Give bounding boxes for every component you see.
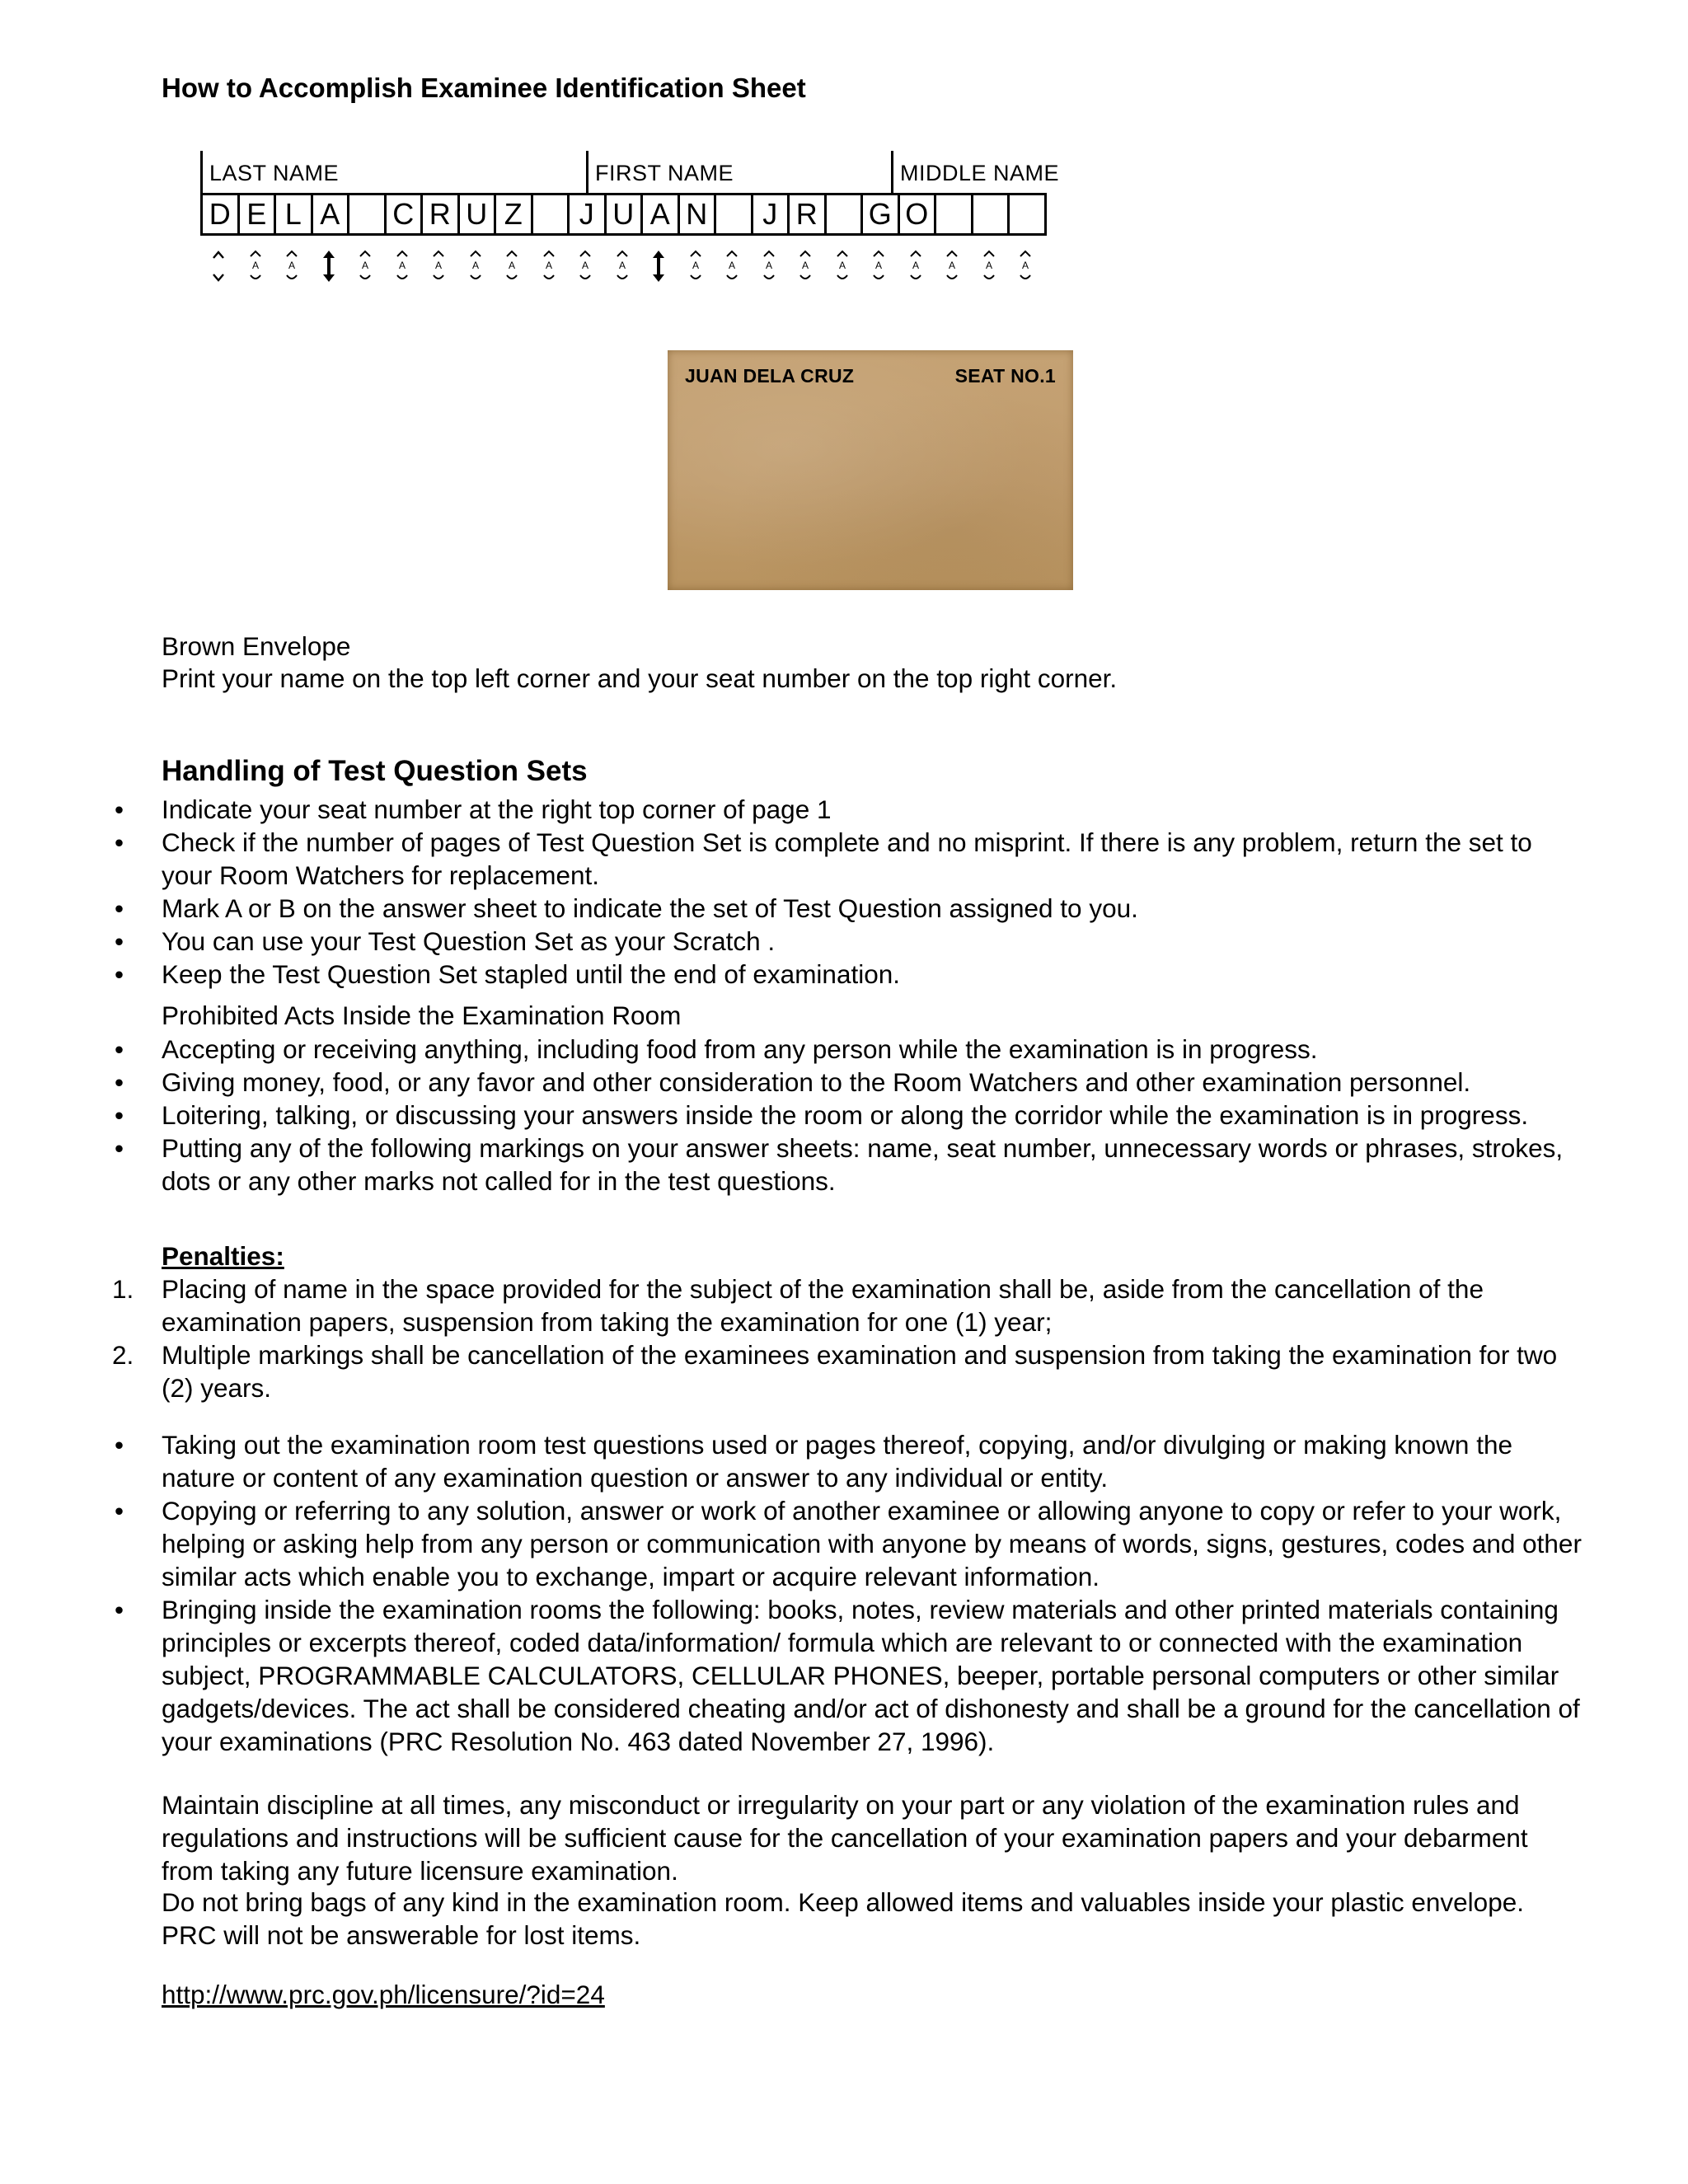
- shading-arrow-icon: [347, 243, 384, 289]
- list-item-text: Taking out the examination room test questions used or pages thereof, copying, and/or divulging or making known the nature or content of any examination question or answer to any individual or entity.: [162, 1430, 1512, 1493]
- letter-box: [1010, 195, 1047, 233]
- list-item-text: You can use your Test Question Set as your Scratch .: [162, 926, 776, 956]
- svg-text:A: A: [802, 260, 809, 271]
- middle-name-label: MIDDLE NAME: [900, 161, 1060, 185]
- bullet-icon: •: [115, 794, 124, 824]
- envelope-name: JUAN DELA CRUZ: [685, 365, 855, 387]
- list-item-text: Check if the number of pages of Test Question Set is complete and no misprint. If there is any problem, return the set to your Room Watchers for replacement.: [162, 827, 1532, 890]
- page-title: How to Accomplish Examinee Identification Sheet: [162, 73, 806, 103]
- section-heading: Handling of Test Question Sets: [162, 755, 588, 787]
- shading-arrow-icon: [237, 243, 274, 289]
- shading-arrow-icon: [787, 243, 824, 289]
- name-grid-illustration: [200, 151, 1084, 291]
- prohibited-list: [0, 1033, 1688, 1197]
- penalties-heading: Penalties:: [162, 1241, 284, 1271]
- svg-text:A: A: [398, 260, 406, 271]
- list-item: [0, 1593, 1688, 1758]
- svg-text:A: A: [765, 260, 772, 271]
- penalty-number: 1.: [112, 1274, 134, 1304]
- brown-envelope-image: [668, 350, 1073, 590]
- penalty-number: 2.: [112, 1340, 134, 1370]
- bullet-icon: •: [115, 1133, 124, 1163]
- penalty-item: [0, 1338, 1688, 1404]
- bullet-icon: •: [115, 1595, 124, 1624]
- svg-text:A: A: [985, 260, 992, 271]
- shading-arrow-icon: [457, 243, 495, 289]
- penalties-list: [0, 1272, 1688, 1404]
- letter-box: A: [643, 195, 680, 233]
- letter-box: J: [753, 195, 790, 233]
- shading-arrow-icon: [420, 243, 457, 289]
- bullet-icon: •: [115, 1430, 124, 1460]
- penalty-text: Multiple markings shall be cancellation of the examinees examination and suspension from taking the examination for two (2) years.: [162, 1340, 1558, 1403]
- shading-arrows-row: [200, 243, 1044, 289]
- letter-box: U: [607, 195, 644, 233]
- shading-arrow-icon: [494, 243, 531, 289]
- letter-box: E: [240, 195, 277, 233]
- prohibited-heading: Prohibited Acts Inside the Examination Room: [162, 1001, 682, 1030]
- list-item: [0, 1033, 1688, 1066]
- shading-arrow-icon: [531, 243, 568, 289]
- letter-box: A: [313, 195, 350, 233]
- bullet-icon: •: [115, 959, 124, 989]
- shading-arrow-icon: [751, 243, 788, 289]
- shading-arrow-icon: [640, 243, 678, 289]
- svg-text:A: A: [949, 260, 956, 271]
- svg-text:A: A: [692, 260, 699, 271]
- handling-list: [0, 793, 1688, 991]
- penalty-text: Placing of name in the space provided for the subject of the examination shall be, aside from the cancellation of the examination papers, suspension from taking the examination for one (1) year;: [162, 1274, 1484, 1337]
- letter-box: U: [460, 195, 497, 233]
- shading-arrow-icon: [971, 243, 1008, 289]
- middle-name-header: [891, 151, 1086, 193]
- list-item-text: Indicate your seat number at the right top corner of page 1: [162, 794, 832, 824]
- list-item-text: Copying or referring to any solution, answer or work of another examinee or allowing anyone to copy or refer to your work, helping or asking help from any person or communication with anyone by means of words, signs, gestures, codes and other similar acts which enable you to exchange, impart or acquire relevant information.: [162, 1496, 1582, 1591]
- closing-discipline: Maintain discipline at all times, any misconduct or irregularity on your part or any violation of the examination rules and regulations and instructions will be sufficient cause for the cancellation of your examination papers and your debarment from taking any future licensure examination.: [162, 1790, 1528, 1886]
- bullet-icon: •: [115, 1100, 124, 1130]
- svg-text:A: A: [288, 260, 296, 271]
- list-item-text: Loitering, talking, or discussing your answers inside the room or along the corridor while the examination is in progress.: [162, 1100, 1529, 1130]
- last-name-header: [200, 151, 586, 193]
- shading-arrow-icon: [200, 243, 237, 289]
- bullet-icon: •: [115, 926, 124, 956]
- letter-box: D: [203, 195, 240, 233]
- last-name-label: LAST NAME: [209, 161, 340, 185]
- closing-bags: Do not bring bags of any kind in the examination room. Keep allowed items and valuables inside your plastic envelope. PRC will not be answerable for lost items.: [162, 1887, 1524, 1950]
- shading-arrow-icon: [678, 243, 715, 289]
- list-item: [0, 1428, 1688, 1494]
- letter-box: R: [790, 195, 827, 233]
- svg-text:A: A: [838, 260, 846, 271]
- penalty-item: [0, 1272, 1688, 1338]
- list-item: [0, 1099, 1688, 1132]
- letter-box: [349, 195, 387, 233]
- shading-arrow-icon: [384, 243, 421, 289]
- list-item: [0, 1066, 1688, 1099]
- shading-arrow-icon: [311, 243, 348, 289]
- letter-box: [936, 195, 973, 233]
- list-item-text: Giving money, food, or any favor and other consideration to the Room Watchers and other examination personnel.: [162, 1067, 1471, 1097]
- prc-licensure-link[interactable]: http://www.prc.gov.ph/licensure/?id=24: [162, 1980, 605, 2009]
- envelope-seat: SEAT NO.1: [954, 365, 1056, 387]
- svg-text:A: A: [545, 260, 552, 271]
- svg-text:A: A: [912, 260, 919, 271]
- shading-arrow-icon: [274, 243, 311, 289]
- shading-arrow-icon: [860, 243, 898, 289]
- shading-arrow-icon: [934, 243, 971, 289]
- letter-box: O: [900, 195, 937, 233]
- svg-text:A: A: [729, 260, 736, 271]
- letter-boxes: [200, 193, 1047, 236]
- letter-box: N: [680, 195, 717, 233]
- letter-box: R: [423, 195, 460, 233]
- list-item: [0, 1494, 1688, 1593]
- bullet-icon: •: [115, 1067, 124, 1097]
- bullet-icon: •: [115, 827, 124, 857]
- svg-text:A: A: [435, 260, 443, 271]
- shading-arrow-icon: [824, 243, 861, 289]
- shading-arrow-icon: [567, 243, 604, 289]
- list-item-text: Mark A or B on the answer sheet to indicate the set of Test Question assigned to you.: [162, 893, 1138, 923]
- shading-arrow-icon: [714, 243, 751, 289]
- shading-arrow-icon: [898, 243, 935, 289]
- envelope-instruction: Print your name on the top left corner and your seat number on the top right corner.: [162, 663, 1118, 693]
- list-item: [0, 892, 1688, 925]
- bullet-icon: •: [115, 1034, 124, 1064]
- letter-box: G: [863, 195, 900, 233]
- list-item-text: Putting any of the following markings on your answer sheets: name, seat number, unnecessary words or phrases, strokes, dots or any other marks not called for in the test questions.: [162, 1133, 1564, 1196]
- list-item-text: Keep the Test Question Set stapled until the end of examination.: [162, 959, 901, 989]
- list-item: [0, 826, 1688, 892]
- list-item-text: Bringing inside the examination rooms the following: books, notes, review materials and other printed materials containing principles or excerpts thereof, coded data/information/ formula which are relevant to or connected with the examination subject, PROGRAMMABLE CALCULATORS, CELLULAR PHONES, beeper, portable personal computers or other similar gadgets/devices. The act shall be considered cheating and/or act of dishonesty and shall be a ground for the cancellation of your examinations (PRC Resolution No. 463 dated November 27, 1996).: [162, 1595, 1580, 1756]
- envelope-caption: Brown Envelope: [162, 631, 351, 661]
- letter-box: [716, 195, 753, 233]
- bullet-icon: •: [115, 1496, 124, 1526]
- svg-text:A: A: [875, 260, 883, 271]
- svg-text:A: A: [509, 260, 516, 271]
- list-item-text: Accepting or receiving anything, including food from any person while the examination is in progress.: [162, 1034, 1318, 1064]
- svg-text:A: A: [251, 260, 259, 271]
- letter-box: L: [276, 195, 313, 233]
- list-item: [0, 1132, 1688, 1197]
- letter-box: Z: [496, 195, 533, 233]
- svg-text:A: A: [1022, 260, 1029, 271]
- letter-box: [827, 195, 864, 233]
- list-item: [0, 793, 1688, 826]
- letter-box: C: [387, 195, 424, 233]
- letter-box: J: [570, 195, 607, 233]
- bullet-icon: •: [115, 893, 124, 923]
- letter-box: [973, 195, 1010, 233]
- svg-text:A: A: [582, 260, 589, 271]
- prohibited-list-continued: [0, 1428, 1688, 1758]
- shading-arrow-icon: [1007, 243, 1044, 289]
- list-item: [0, 958, 1688, 991]
- first-name-header: [586, 151, 893, 193]
- shading-arrow-icon: [604, 243, 641, 289]
- first-name-label: FIRST NAME: [595, 161, 734, 185]
- svg-text:A: A: [362, 260, 369, 271]
- svg-text:A: A: [618, 260, 626, 271]
- svg-text:A: A: [471, 260, 479, 271]
- letter-box: [533, 195, 570, 233]
- list-item: [0, 925, 1688, 958]
